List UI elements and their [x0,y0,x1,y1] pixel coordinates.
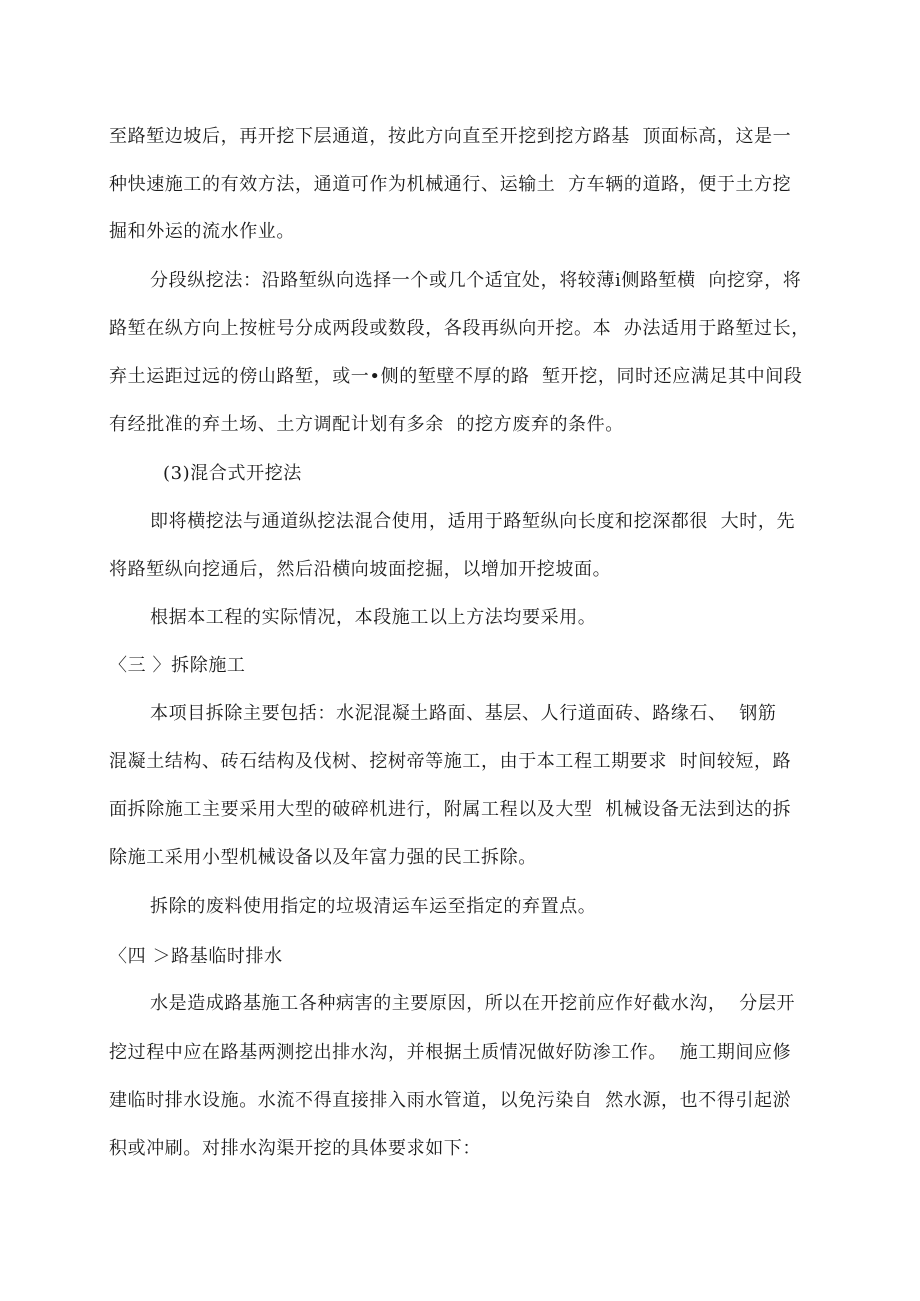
paragraph-line: 弃土运距过远的傍山路堑，或一•侧的堑壁不厚的路 堑开挖，同时还应满足其中间段 [109,366,803,387]
paragraph-line: 路堑在纵方向上按桩号分成两段或数段，各段再纵向开挖。本 办法适用于路堑过长， [109,318,810,339]
paragraph-line: 至路堑边坡后，再开挖下层通道，按此方向直至开挖到挖方路基 顶面标高，这是一 [109,126,792,147]
paragraph-line: 分段纵挖法：沿路堑纵向选择一个或几个适宜处，将较薄i侧路堑横 向挖穿，将 [150,270,802,291]
section-heading: 〈四 ＞路基临时排水 [109,946,283,967]
paragraph-line: 拆除的废料使用指定的垃圾清运车运至指定的弃置点。 [150,896,597,917]
paragraph-line: 即将横挖法与通道纵挖法混合使用，适用于路堑纵向长度和挖深都很 大时，先 [150,511,796,532]
paragraph-line: 建临时排水设施。水流不得直接排入雨水管道，以免污染自 然水源，也不得引起淤 [109,1090,792,1111]
paragraph-line: 种快速施工的有效方法，通道可作为机械通行、运输土 方车辆的道路，便于土方挖 [109,174,792,195]
paragraph-line: 挖过程中应在路基两测挖出排水沟，并根据土质情况做好防渗工作。 施工期间应修 [109,1042,792,1063]
paragraph-line: 水是造成路基施工各种病害的主要原因，所以在开挖前应作好截水沟， 分层开 [150,993,796,1014]
paragraph-line: 混凝土结构、砖石结构及伐树、挖树帝等施工，由于本工程工期要求 时间较短，路 [109,751,792,772]
section-heading: 〈三 〉拆除施工 [109,655,246,676]
paragraph-line: 有经批准的弃土场、土方调配计划有多余 的挖方废弃的条件。 [109,414,624,435]
section-heading: (3)混合式开挖法 [163,463,302,484]
paragraph-line: 面拆除施工主要采用大型的破碎机进行，附属工程以及大型 机械设备无法到达的拆 [109,799,792,820]
paragraph-line: 掘和外运的流水作业。 [109,221,295,242]
paragraph-line: 将路堑纵向挖通后，然后沿横向坡面挖掘，以增加开挖坡面。 [109,559,612,580]
paragraph-line: 根据本工程的实际情况，本段施工以上方法均要采用。 [150,607,597,628]
paragraph-line: 积或冲刷。对排水沟渠开挖的具体要求如下： [109,1138,481,1159]
paragraph-line: 本项目拆除主要包括：水泥混凝土路面、基层、人行道面砖、路缘石、 钢筋 [150,703,777,724]
paragraph-line: 除施工采用小型机械设备以及年富力强的民工拆除。 [109,847,537,868]
